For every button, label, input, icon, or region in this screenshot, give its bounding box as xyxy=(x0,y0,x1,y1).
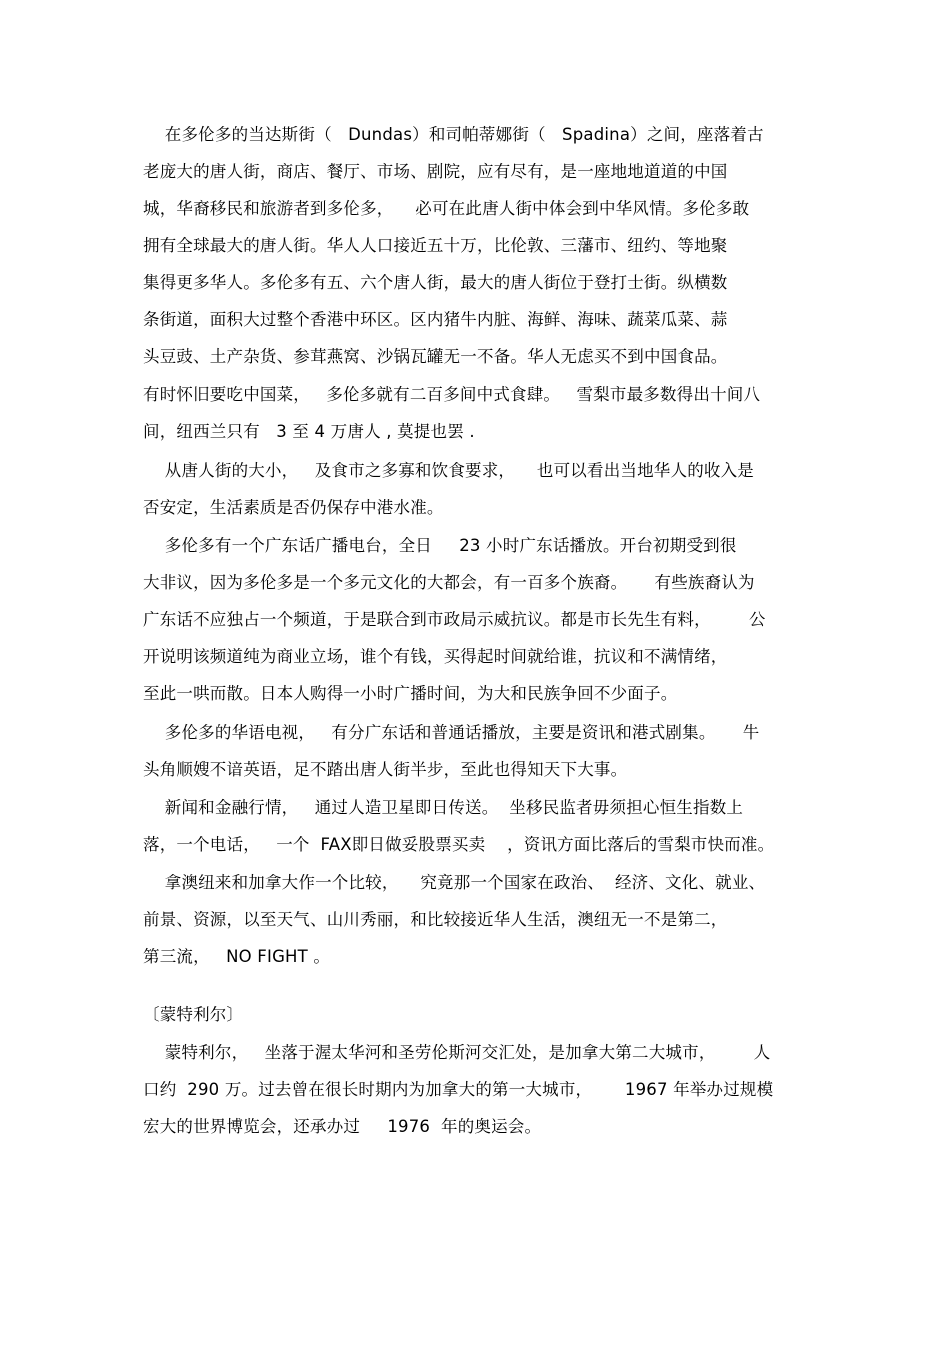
text-line: 开说明该频道纯为商业立场，谁个有钱，买得起时间就给谁，抗议和不满情绪， xyxy=(143,647,728,666)
text-line: 至此一哄而散。日本人购得一小时广播时间，为大和民族争回不少面子。 xyxy=(143,684,678,703)
text-line: 条街道，面积大过整个香港中环区。区内猪牛内脏、海鲜、海味、蔬菜瓜菜、蒜 xyxy=(143,310,728,329)
text-line: 宏大的世界博览会，还承办过 1976 年的奥运会。 xyxy=(143,1117,542,1136)
text-line: 在多伦多的当达斯街（ Dundas）和司帕蒂娜街（ Spadina）之间，座落着古 xyxy=(143,125,764,144)
text-line: 老庞大的唐人街，商店、餐厅、市场、剧院，应有尽有，是一座地地道道的中国 xyxy=(143,162,728,181)
text-line: 从唐人街的大小， 及食市之多寡和饮食要求， 也可以看出当地华人的收入是 xyxy=(143,461,754,480)
text-line: 广东话不应独占一个频道，于是联合到市政局示威抗议。都是市长先生有料， 公 xyxy=(143,610,766,629)
text-line: 多伦多的华语电视， 有分广东话和普通话播放，主要是资讯和港式剧集。 牛 xyxy=(143,723,760,742)
text-line: 头豆豉、土产杂货、参茸燕窝、沙锅瓦罐无一不备。华人无虑买不到中国食品。 xyxy=(143,347,728,366)
text-line: 多伦多有一个广东话广播电台，全日 23 小时广东话播放。开台初期受到很 xyxy=(143,536,737,555)
text-line: 否安定，生活素质是否仍保存中港水准。 xyxy=(143,498,444,517)
text-line: 集得更多华人。多伦多有五、六个唐人街，最大的唐人街位于登打士街。纵横数 xyxy=(143,273,728,292)
text-line: 新闻和金融行情， 通过人造卫星即日传送。 坐移民监者毋须担心恒生指数上 xyxy=(143,798,744,817)
text-line: 大非议，因为多伦多是一个多元文化的大都会，有一百多个族裔。 有些族裔认为 xyxy=(143,573,755,592)
text-line: 前景、资源，以至天气、山川秀丽，和比较接近华人生活，澳纽无一不是第二， xyxy=(143,910,728,929)
text-line: 落，一个电话， 一个 FAX即日做妥股票买卖 ，资讯方面比落后的雪梨市快而准。 xyxy=(143,835,775,854)
text-line: 头角顺嫂不谙英语，足不踏出唐人街半步，至此也得知天下大事。 xyxy=(143,760,628,779)
text-line: 拥有全球最大的唐人街。华人人口接近五十万，比伦敦、三藩市、纽约、等地聚 xyxy=(143,236,728,255)
text-line: 有时怀旧要吃中国菜， 多伦多就有二百多间中式食肆。 雪梨市最多数得出十间八 xyxy=(143,385,761,404)
text-line: 口约 290 万。过去曾在很长时期内为加拿大的第一大城市， 1967 年举办过规模 xyxy=(143,1080,774,1099)
text-line: 城，华裔移民和旅游者到多伦多， 必可在此唐人街中体会到中华风情。多伦多敢 xyxy=(143,199,750,218)
text-line: 拿澳纽来和加拿大作一个比较， 究竟那一个国家在政治、 经济、文化、就业、 xyxy=(143,873,766,892)
text-line: 第三流， NO FIGHT 。 xyxy=(143,947,331,966)
text-line: 间，纽西兰只有 3 至 4 万唐人 , 莫提也罢 . xyxy=(143,422,475,441)
section-heading: 〔蒙特利尔〕 xyxy=(143,1005,244,1024)
text-line: 蒙特利尔， 坐落于渥太华河和圣劳伦斯河交汇处，是加拿大第二大城市， 人 xyxy=(143,1043,771,1062)
